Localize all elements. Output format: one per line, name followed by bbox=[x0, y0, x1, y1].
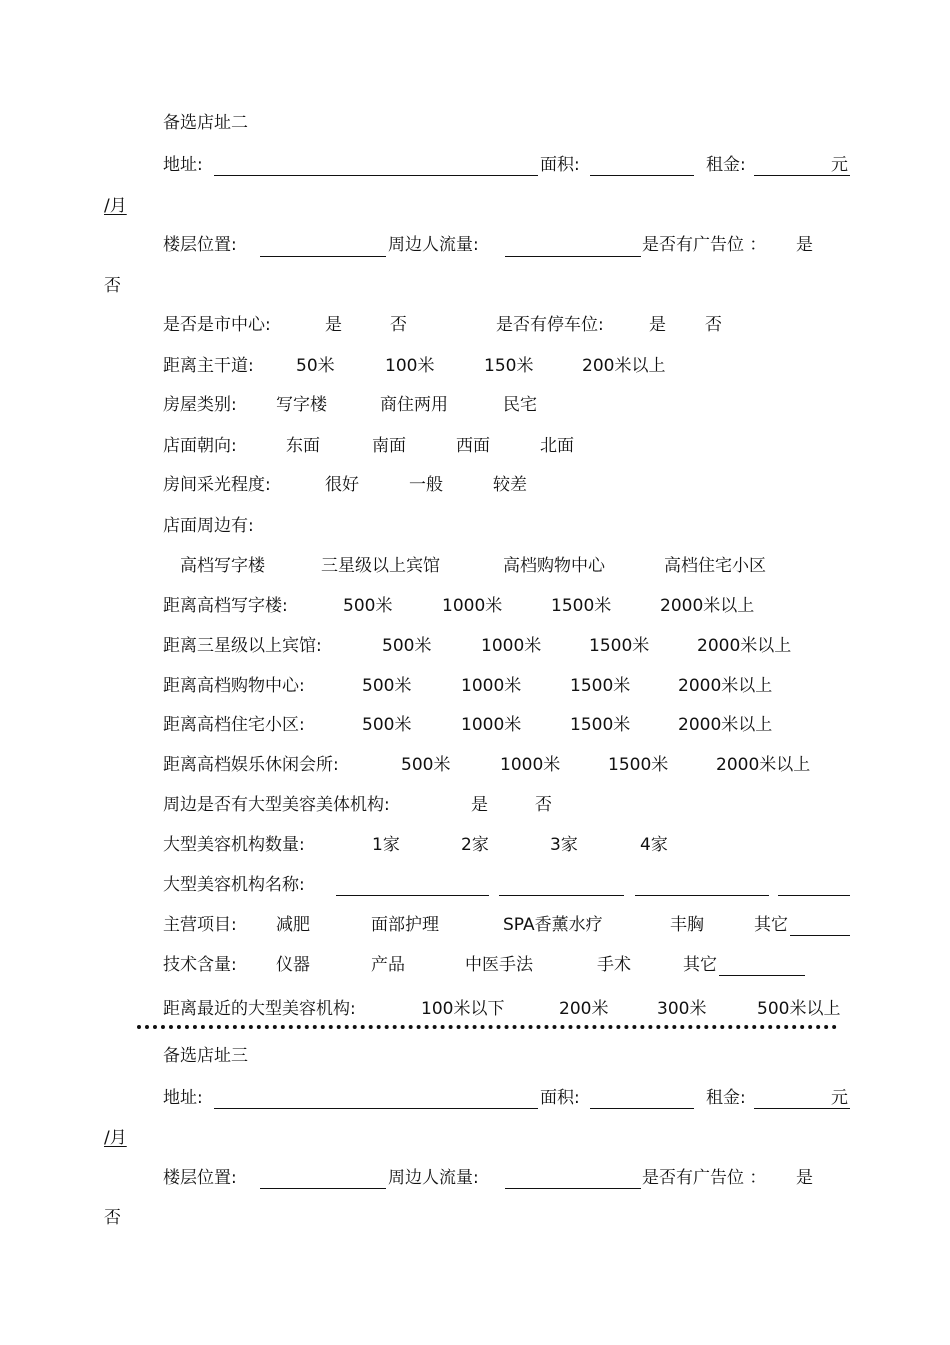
per-month-unit: /月 bbox=[104, 196, 127, 216]
dist-office-option[interactable]: 500米 bbox=[343, 596, 393, 616]
dist-hotel-label: 距离三星级以上宾馆: bbox=[163, 636, 322, 656]
section-divider bbox=[137, 1025, 837, 1029]
beauty-count-option[interactable]: 1家 bbox=[372, 835, 400, 855]
traffic-label: 周边人流量: bbox=[388, 235, 479, 255]
address-field[interactable] bbox=[214, 175, 538, 176]
dist-office-option[interactable]: 1000米 bbox=[442, 596, 503, 616]
main-service-option[interactable]: SPA香薰水疗 bbox=[503, 915, 603, 935]
house-type-option[interactable]: 商住两用 bbox=[380, 395, 448, 415]
traffic-field[interactable] bbox=[505, 256, 641, 257]
surroundings-option[interactable]: 三星级以上宾馆 bbox=[321, 556, 440, 576]
tech-label: 技术含量: bbox=[163, 955, 237, 975]
house-type-option[interactable]: 民宅 bbox=[503, 395, 537, 415]
ad-no-option[interactable]: 否 bbox=[104, 276, 121, 296]
center-no-option[interactable]: 否 bbox=[390, 315, 407, 335]
dist-entertainment-option[interactable]: 500米 bbox=[401, 755, 451, 775]
center-yes-option[interactable]: 是 bbox=[325, 315, 342, 335]
tech-option[interactable]: 产品 bbox=[371, 955, 405, 975]
orientation-option[interactable]: 东面 bbox=[286, 436, 320, 456]
nearest-beauty-option[interactable]: 100米以下 bbox=[421, 999, 505, 1019]
house-type-label: 房屋类别: bbox=[163, 395, 237, 415]
dist-hotel-option[interactable]: 500米 bbox=[382, 636, 432, 656]
surroundings-option[interactable]: 高档购物中心 bbox=[503, 556, 605, 576]
main-service-other-field[interactable] bbox=[790, 935, 850, 936]
main-service-other-label: 其它 bbox=[754, 915, 788, 935]
tech-option[interactable]: 手术 bbox=[597, 955, 631, 975]
dist-entertainment-option[interactable]: 1500米 bbox=[608, 755, 669, 775]
dist-residential-option[interactable]: 2000米以上 bbox=[678, 715, 773, 735]
nearest-beauty-option[interactable]: 500米以上 bbox=[757, 999, 841, 1019]
floor-field[interactable] bbox=[260, 256, 386, 257]
beauty-nearby-no-option[interactable]: 否 bbox=[535, 795, 552, 815]
main-service-option[interactable]: 面部护理 bbox=[371, 915, 439, 935]
dist-mall-option[interactable]: 500米 bbox=[362, 676, 412, 696]
road-option[interactable]: 100米 bbox=[385, 356, 435, 376]
address-label: 地址: bbox=[163, 155, 203, 175]
main-service-label: 主营项目: bbox=[163, 915, 237, 935]
beauty-name-field[interactable] bbox=[499, 895, 624, 896]
ad-label: 是否有广告位 ： bbox=[642, 235, 767, 255]
dist-residential-option[interactable]: 1500米 bbox=[570, 715, 631, 735]
ad-label: 是否有广告位 ： bbox=[642, 1168, 767, 1188]
house-type-option[interactable]: 写字楼 bbox=[276, 395, 327, 415]
area-field[interactable] bbox=[590, 1108, 694, 1109]
main-service-option[interactable]: 减肥 bbox=[276, 915, 310, 935]
dist-hotel-option[interactable]: 1500米 bbox=[589, 636, 650, 656]
lighting-option[interactable]: 很好 bbox=[325, 475, 359, 495]
beauty-nearby-label: 周边是否有大型美容美体机构: bbox=[163, 795, 390, 815]
dist-entertainment-option[interactable]: 2000米以上 bbox=[716, 755, 811, 775]
beauty-name-label: 大型美容机构名称: bbox=[163, 875, 305, 895]
surroundings-option[interactable]: 高档住宅小区 bbox=[664, 556, 766, 576]
dist-office-option[interactable]: 1500米 bbox=[551, 596, 612, 616]
area-label: 面积: bbox=[540, 155, 580, 175]
road-label: 距离主干道: bbox=[163, 356, 254, 376]
yuan-unit: 元 bbox=[831, 1088, 848, 1108]
nearest-beauty-option[interactable]: 300米 bbox=[657, 999, 707, 1019]
beauty-count-option[interactable]: 3家 bbox=[550, 835, 578, 855]
floor-label: 楼层位置: bbox=[163, 1168, 237, 1188]
dist-office-label: 距离高档写字楼: bbox=[163, 596, 288, 616]
tech-other-field[interactable] bbox=[719, 975, 805, 976]
beauty-name-field[interactable] bbox=[778, 895, 850, 896]
area-label: 面积: bbox=[540, 1088, 580, 1108]
nearest-beauty-label: 距离最近的大型美容机构: bbox=[163, 999, 356, 1019]
dist-mall-option[interactable]: 1000米 bbox=[461, 676, 522, 696]
area-field[interactable] bbox=[590, 175, 694, 176]
lighting-option[interactable]: 较差 bbox=[493, 475, 527, 495]
parking-yes-option[interactable]: 是 bbox=[649, 315, 666, 335]
tech-option[interactable]: 仪器 bbox=[276, 955, 310, 975]
rent-field[interactable] bbox=[754, 1108, 850, 1109]
dist-hotel-option[interactable]: 2000米以上 bbox=[697, 636, 792, 656]
per-month-unit: /月 bbox=[104, 1128, 127, 1148]
surroundings-label: 店面周边有: bbox=[163, 516, 254, 536]
section-title: 备选店址三 bbox=[163, 1046, 248, 1066]
dist-hotel-option[interactable]: 1000米 bbox=[481, 636, 542, 656]
floor-field[interactable] bbox=[260, 1188, 386, 1189]
road-option[interactable]: 200米以上 bbox=[582, 356, 666, 376]
beauty-nearby-yes-option[interactable]: 是 bbox=[471, 795, 488, 815]
orientation-option[interactable]: 西面 bbox=[456, 436, 490, 456]
parking-label: 是否有停车位: bbox=[496, 315, 604, 335]
surroundings-option[interactable]: 高档写字楼 bbox=[180, 556, 265, 576]
main-service-option[interactable]: 丰胸 bbox=[670, 915, 704, 935]
beauty-count-option[interactable]: 2家 bbox=[461, 835, 489, 855]
lighting-option[interactable]: 一般 bbox=[409, 475, 443, 495]
orientation-option[interactable]: 北面 bbox=[540, 436, 574, 456]
parking-no-option[interactable]: 否 bbox=[705, 315, 722, 335]
tech-other-label: 其它 bbox=[683, 955, 717, 975]
rent-label: 租金: bbox=[706, 1088, 746, 1108]
nearest-beauty-option[interactable]: 200米 bbox=[559, 999, 609, 1019]
ad-yes-option[interactable]: 是 bbox=[796, 235, 813, 255]
rent-field[interactable] bbox=[754, 175, 850, 176]
orientation-option[interactable]: 南面 bbox=[372, 436, 406, 456]
dist-mall-option[interactable]: 2000米以上 bbox=[678, 676, 773, 696]
section-title: 备选店址二 bbox=[163, 113, 248, 133]
traffic-label: 周边人流量: bbox=[388, 1168, 479, 1188]
address-label: 地址: bbox=[163, 1088, 203, 1108]
dist-mall-option[interactable]: 1500米 bbox=[570, 676, 631, 696]
address-field[interactable] bbox=[214, 1108, 538, 1109]
traffic-field[interactable] bbox=[505, 1188, 641, 1189]
rent-label: 租金: bbox=[706, 155, 746, 175]
ad-no-option[interactable]: 否 bbox=[104, 1208, 121, 1228]
orientation-label: 店面朝向: bbox=[163, 436, 237, 456]
dist-office-option[interactable]: 2000米以上 bbox=[660, 596, 755, 616]
ad-yes-option[interactable]: 是 bbox=[796, 1168, 813, 1188]
beauty-count-label: 大型美容机构数量: bbox=[163, 835, 305, 855]
dist-residential-option[interactable]: 500米 bbox=[362, 715, 412, 735]
dist-entertainment-option[interactable]: 1000米 bbox=[500, 755, 561, 775]
beauty-name-field[interactable] bbox=[336, 895, 489, 896]
dist-residential-option[interactable]: 1000米 bbox=[461, 715, 522, 735]
beauty-name-field[interactable] bbox=[635, 895, 769, 896]
dist-entertainment-label: 距离高档娱乐休闲会所: bbox=[163, 755, 339, 775]
beauty-count-option[interactable]: 4家 bbox=[640, 835, 668, 855]
center-label: 是否是市中心: bbox=[163, 315, 271, 335]
tech-option[interactable]: 中医手法 bbox=[465, 955, 533, 975]
yuan-unit: 元 bbox=[831, 155, 848, 175]
road-option[interactable]: 50米 bbox=[296, 356, 335, 376]
road-option[interactable]: 150米 bbox=[484, 356, 534, 376]
dist-residential-label: 距离高档住宅小区: bbox=[163, 715, 305, 735]
dist-mall-label: 距离高档购物中心: bbox=[163, 676, 305, 696]
floor-label: 楼层位置: bbox=[163, 235, 237, 255]
lighting-label: 房间采光程度: bbox=[163, 475, 271, 495]
